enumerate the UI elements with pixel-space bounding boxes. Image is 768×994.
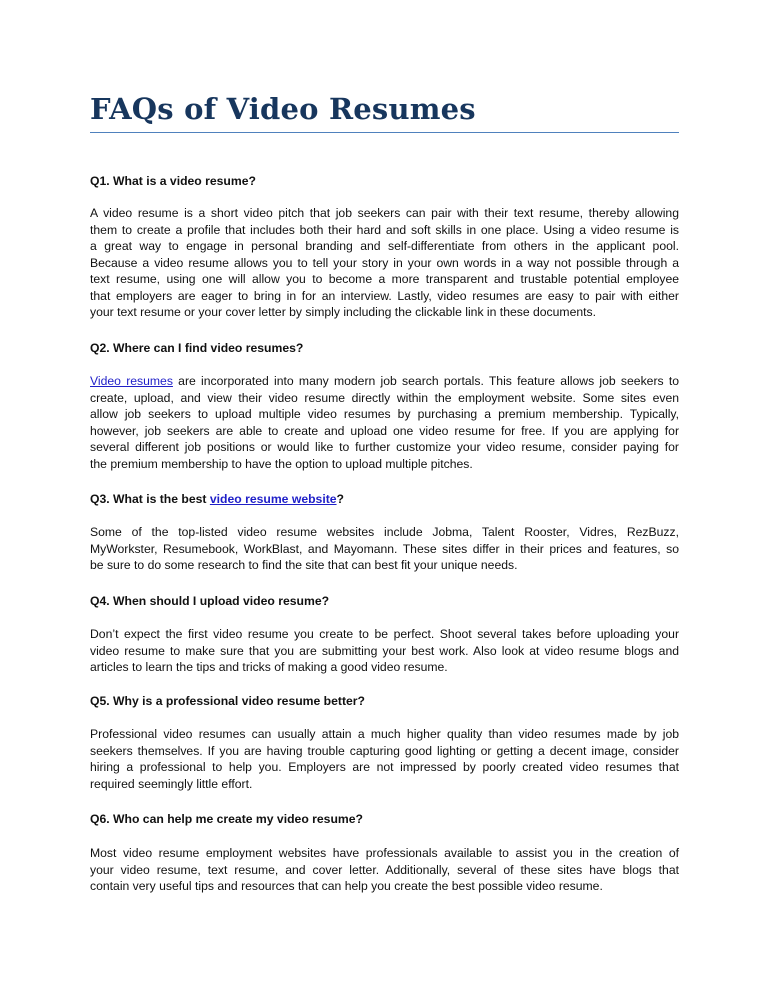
video-resume-website-link[interactable]: video resume website xyxy=(209,492,337,506)
q6-answer-line: Most video resume employment websites have professionals available to assist you in the creation of xyxy=(90,846,679,860)
q1-answer-line: your text resume or your cover letter by simply including the clickable link in these documents. xyxy=(90,305,597,319)
q2-answer xyxy=(90,373,679,472)
q4-answer-line: Don’t expect the first video resume you create to be perfect. Shoot several takes before uploading your xyxy=(90,627,679,641)
q3-answer xyxy=(90,524,679,574)
q1-answer-line: a great way to engage in personal branding and self-differentiate from others in the applicant pool. xyxy=(90,239,679,253)
video-resumes-link[interactable]: Video resumes xyxy=(90,374,173,388)
q3-answer-line: MyWorkster, Resumebook, WorkBlast, and Mayomann. These sites differ in their prices and features, so xyxy=(90,541,679,556)
q5-answer-line: Professional video resumes can usually attain a much higher quality than video resumes made by job xyxy=(90,727,679,741)
q4-answer-line: articles to learn the tips and tricks of making a good video resume. xyxy=(90,660,448,674)
q1-answer-line: text resume, using one will allow you to become a more transparent and trustable potential employee xyxy=(90,272,679,286)
q1-answer xyxy=(90,205,679,321)
q3-question-suffix: ? xyxy=(336,492,344,506)
q1-answer-line: Because a video resume allows you to tell your story in your own words in a way not possible through a xyxy=(90,255,679,270)
q6-answer-line: your video resume, text resume, and cover letter. Additionally, several of these sites have blogs that xyxy=(90,862,679,877)
q5-question: Q5. Why is a professional video resume better? xyxy=(90,694,365,708)
q2-answer-line: the premium membership to have the option to upload multiple pitches. xyxy=(90,456,473,471)
q2-answer-first-line xyxy=(90,373,679,390)
q2-answer-line: however, job seekers are able to create and upload one video resume for free. If you are applying for xyxy=(90,423,679,438)
q2-question: Q2. Where can I find video resumes? xyxy=(90,341,304,355)
q5-answer xyxy=(90,726,679,792)
q1-answer-line: them to create a profile that includes both their hard and soft skills in one place. Using a video resume is xyxy=(90,222,679,237)
q3-answer-line: Some of the top-listed video resume websites include Jobma, Talent Rooster, Vidres, RezBuzz, xyxy=(90,525,679,539)
q5-answer-line: seekers themselves. If you are having trouble capturing good lighting or getting a decent image, consider xyxy=(90,743,679,758)
q5-answer-line: hiring a professional to help you. Employers are not impressed by poorly created video resumes that xyxy=(90,760,679,774)
q6-answer xyxy=(90,845,679,895)
q4-answer-line: video resume to make sure that you are submitting your best work. Also look at video resume blogs and xyxy=(90,643,679,658)
q1-answer-line: that employers are eager to bring in for an interview. Lastly, video resumes are easy to pair with either xyxy=(90,288,679,303)
q2-first-line-text: are incorporated into many modern job search portals. This feature allows job seekers to xyxy=(172,374,679,388)
q2-answer-line: create, upload, and view their video resume directly within the employment website. Some sites even xyxy=(90,390,679,405)
q3-answer-line: be sure to do some research to find the site that can best fit your unique needs. xyxy=(90,558,518,572)
q6-answer-line: contain very useful tips and resources that can help you create the best possible video resume. xyxy=(90,879,603,893)
q3-question-prefix: Q3. What is the best xyxy=(90,492,210,506)
title-underline xyxy=(90,132,679,133)
q4-answer xyxy=(90,626,679,676)
q5-answer-line: required seemingly little effort. xyxy=(90,776,253,791)
q4-question: Q4. When should I upload video resume? xyxy=(90,594,330,608)
q1-question: Q1. What is a video resume? xyxy=(90,174,256,188)
page-title: FAQs of Video Resumes xyxy=(90,92,476,126)
q2-answer-line: allow job seekers to upload multiple video resumes by purchasing a premium membership. Typically, xyxy=(90,407,679,421)
q3-question xyxy=(90,491,679,508)
q2-answer-line: several different job positions or would like to further customize your video resume, consider paying for xyxy=(90,440,679,454)
q6-question: Q6. Who can help me create my video resume? xyxy=(90,812,363,826)
q1-answer-line: A video resume is a short video pitch that job seekers can pair with their text resume, thereby allowing xyxy=(90,206,679,220)
